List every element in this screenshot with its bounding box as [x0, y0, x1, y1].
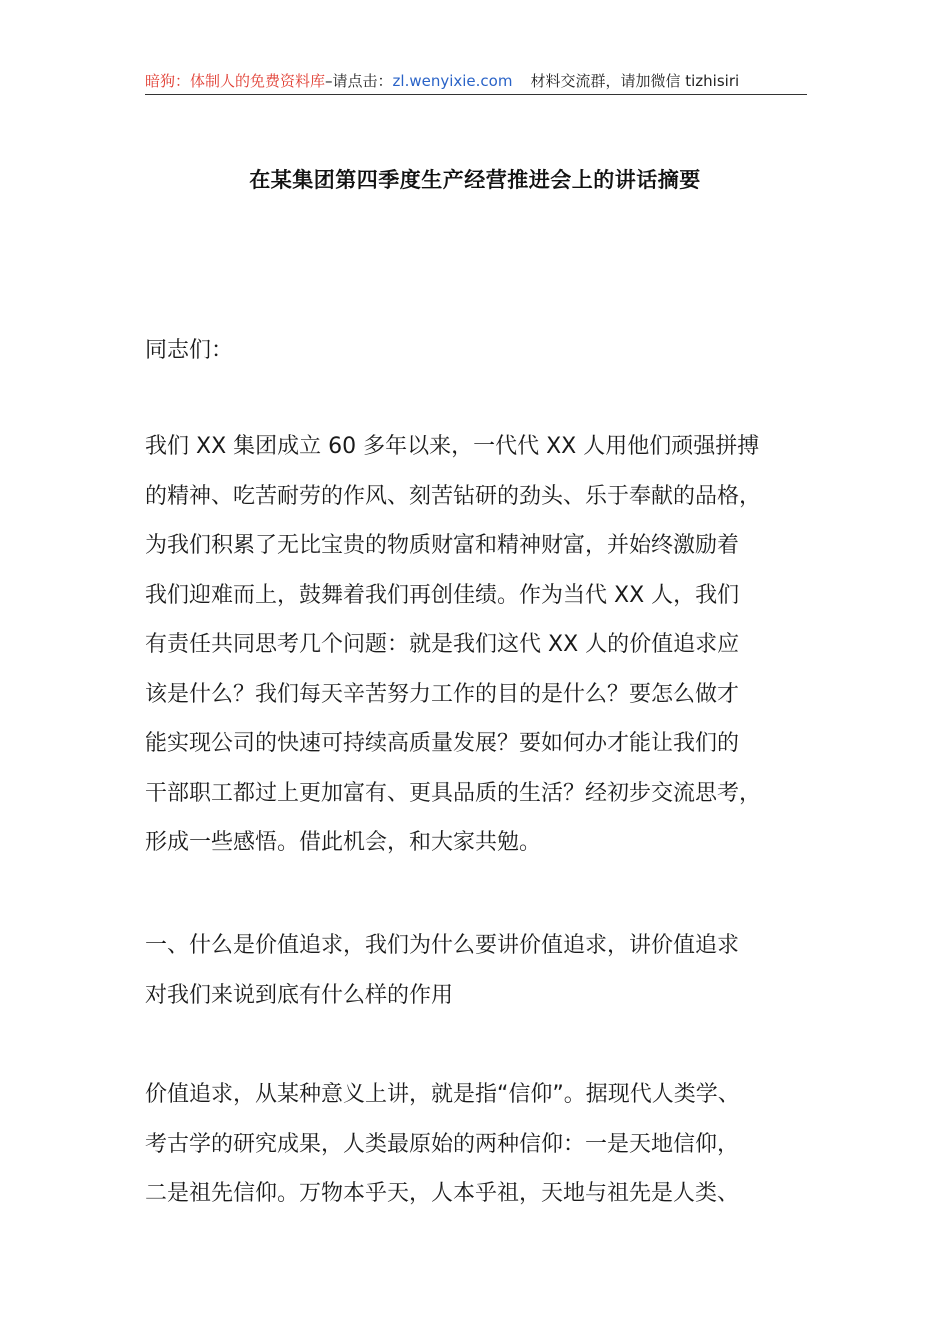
paragraph-line: 为我们积累了无比宝贵的物质财富和精神财富，并始终激励着	[145, 533, 740, 558]
paragraph-line: 我们 XX 集团成立 60 多年以来，一代代 XX 人用他们顽强拼搏	[145, 434, 760, 459]
section-heading-1	[145, 921, 810, 1020]
header-source-text: 暗狗：体制人的免费资料库	[145, 72, 326, 90]
heading-line: 对我们来说到底有什么样的作用	[145, 982, 454, 1008]
header-link[interactable]: zl.wenyixie.com	[392, 72, 513, 90]
paragraph-line: 有责任共同思考几个问题：就是我们这代 XX 人的价值追求应	[145, 632, 740, 657]
paragraph-line: 价值追求，从某种意义上讲，就是指“信仰”。据现代人类学、	[145, 1082, 740, 1107]
header-wechat-note: 材料交流群，请加微信 tizhisiri	[530, 72, 740, 90]
paragraph-line: 我们迎难而上，鼓舞着我们再创佳绩。作为当代 XX 人，我们	[145, 582, 740, 608]
document-title: 在某集团第四季度生产经营推进会上的讲话摘要	[249, 168, 701, 192]
paragraph-line: 干部职工都过上更加富有、更具品质的生活？经初步交流思考，	[145, 780, 762, 806]
paragraph-section-1	[145, 1070, 810, 1219]
paragraph-line: 的精神、吃苦耐劳的作风、刻苦钻研的劲头、乐于奉献的品格，	[145, 483, 762, 509]
header-click-prompt: –请点击：	[325, 72, 393, 90]
document-header	[145, 70, 807, 95]
paragraph-line: 能实现公司的快速可持续高质量发展？要如何办才能让我们的	[145, 731, 740, 756]
paragraph-intro	[145, 422, 810, 868]
paragraph-line: 该是什么？我们每天辛苦努力工作的目的是什么？要怎么做才	[145, 681, 740, 707]
paragraph-line: 二是祖先信仰。万物本乎天，人本乎祖，天地与祖先是人类、	[145, 1181, 740, 1206]
heading-line: 一、什么是价值追求，我们为什么要讲价值追求，讲价值追求	[145, 933, 740, 958]
paragraph-line: 考古学的研究成果，人类最原始的两种信仰：一是天地信仰，	[145, 1131, 740, 1157]
paragraph-line: 形成一些感悟。借此机会，和大家共勉。	[145, 830, 542, 855]
salutation: 同志们：	[145, 338, 234, 363]
